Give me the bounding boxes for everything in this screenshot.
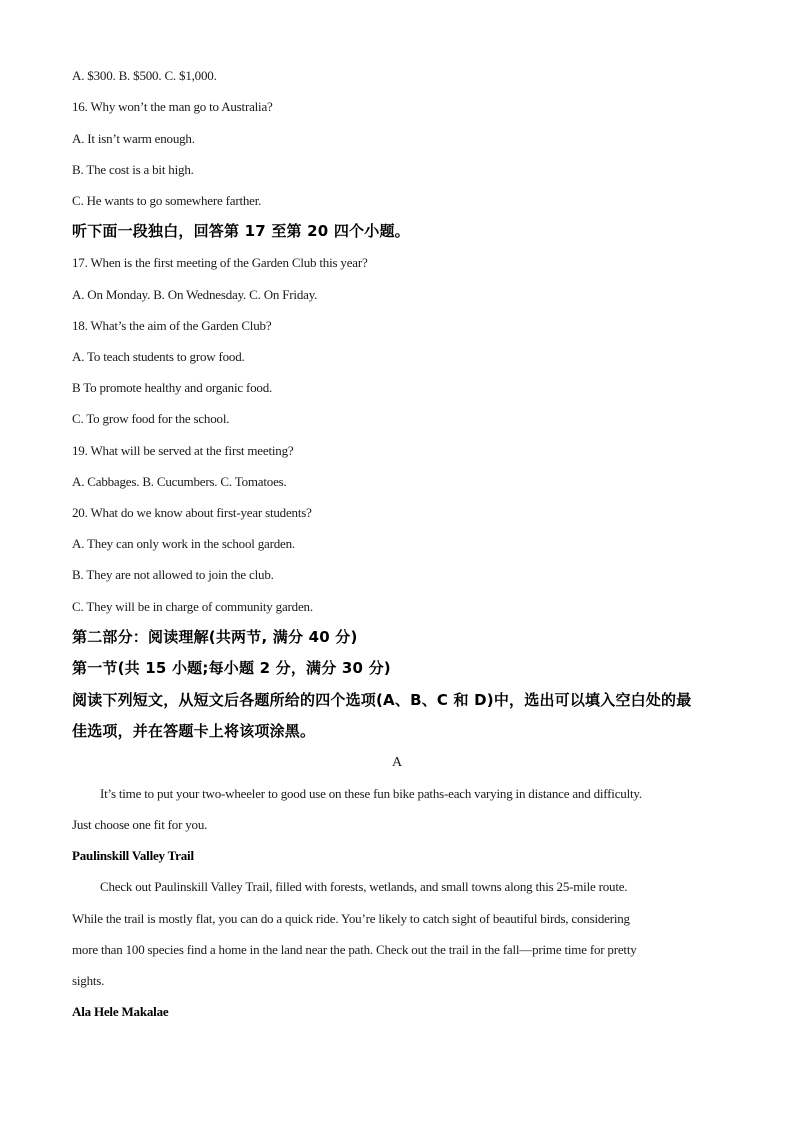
q16-option-c: C. He wants to go somewhere farther. xyxy=(72,193,262,208)
reading-instruction-line-1: 阅读下列短文，从短文后各题所给的四个选项(A、B、C 和 D)中，选出可以填入空白处的最 xyxy=(72,691,692,709)
monologue-instruction: 听下面一段独白，回答第 17 至第 20 四个小题。 xyxy=(72,222,410,240)
q17-options: A. On Monday. B. On Wednesday. C. On Friday. xyxy=(72,287,318,302)
q19-options: A. Cabbages. B. Cucumbers. C. Tomatoes. xyxy=(72,474,287,489)
q18-option-a: A. To teach students to grow food. xyxy=(72,349,245,364)
q15-options: A. $300. B. $500. C. $1,000. xyxy=(72,68,217,83)
q16-option-a: A. It isn’t warm enough. xyxy=(72,131,195,146)
section-one-heading: 第一节(共 15 小题;每小题 2 分，满分 30 分) xyxy=(72,659,391,677)
part-two-heading: 第二部分：阅读理解(共两节, 满分 40 分) xyxy=(72,628,358,646)
q18-option-b: B To promote healthy and organic food. xyxy=(72,380,273,395)
q20-option-a: A. They can only work in the school garden. xyxy=(72,536,295,551)
q20-option-c: C. They will be in charge of community garden. xyxy=(72,599,313,614)
q18-option-c: C. To grow food for the school. xyxy=(72,411,230,426)
q17-question: 17. When is the first meeting of the Garden Club this year? xyxy=(72,255,368,270)
passage-intro-line-1: It’s time to put your two-wheeler to good use on these fun bike paths-each varying in distance and difficulty. xyxy=(100,786,642,801)
q16-question: 16. Why won’t the man go to Australia? xyxy=(72,99,273,114)
passage-label: A xyxy=(392,755,402,770)
reading-instruction-line-2: 佳选项，并在答题卡上将该项涂黑。 xyxy=(72,722,316,740)
q20-option-b: B. They are not allowed to join the club. xyxy=(72,567,274,582)
paulinskill-line-1: Check out Paulinskill Valley Trail, filled with forests, wetlands, and small towns along this 25-mile route. xyxy=(100,879,628,894)
q16-option-b: B. The cost is a bit high. xyxy=(72,162,194,177)
paulinskill-line-4: sights. xyxy=(72,973,105,988)
paulinskill-line-3: more than 100 species find a home in the land near the path. Check out the trail in the fall—prime time for pretty xyxy=(72,942,637,957)
q19-question: 19. What will be served at the first meeting? xyxy=(72,443,294,458)
q18-question: 18. What’s the aim of the Garden Club? xyxy=(72,318,272,333)
q20-question: 20. What do we know about first-year students? xyxy=(72,505,312,520)
trail-heading-paulinskill: Paulinskill Valley Trail xyxy=(72,848,194,863)
trail-heading-ala-hele-makalae: Ala Hele Makalae xyxy=(72,1004,169,1019)
paulinskill-line-2: While the trail is mostly flat, you can do a quick ride. You’re likely to catch sight of beautiful birds, considering xyxy=(72,911,630,926)
passage-intro-line-2: Just choose one fit for you. xyxy=(72,817,208,832)
